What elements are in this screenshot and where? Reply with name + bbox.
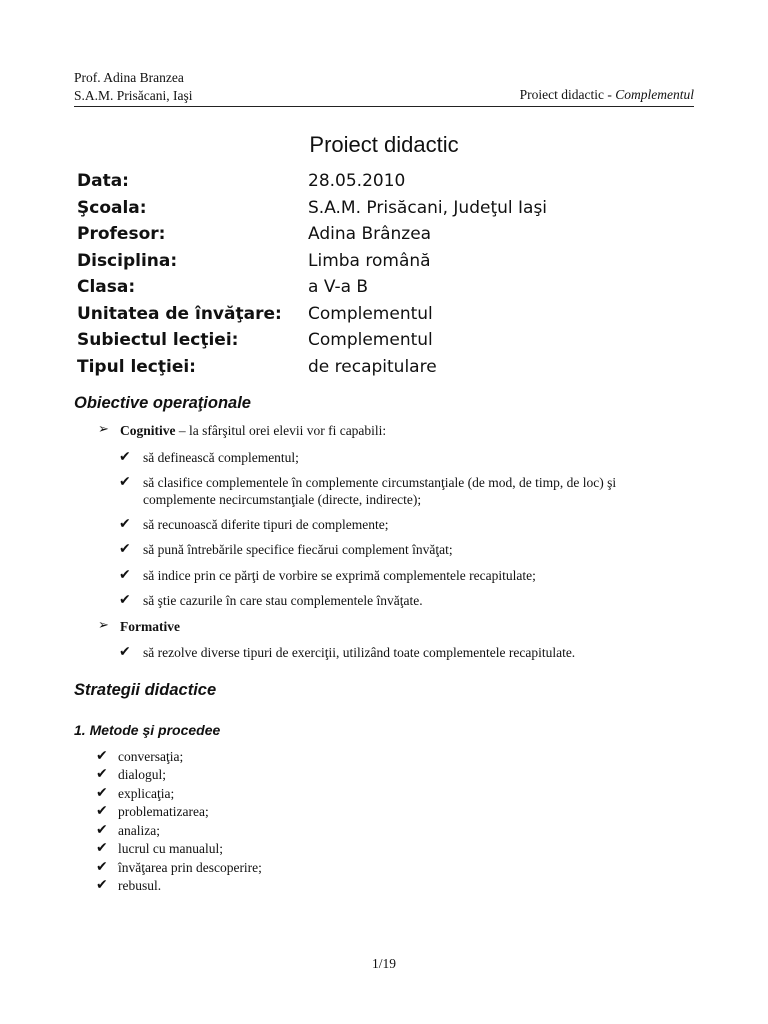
info-label: Profesor: <box>77 224 166 244</box>
info-row <box>77 248 547 275</box>
info-label: Tipul lecţiei: <box>77 356 196 377</box>
objectives-heading: Obiective operaţionale <box>74 394 251 412</box>
list-item: să pună întrebările specifice fiecărui complement învăţat; <box>143 542 453 557</box>
info-row <box>77 274 547 301</box>
arrow-bullet-icon: ➢ <box>98 422 109 437</box>
header-doc-topic: Complementul <box>615 87 694 102</box>
info-row <box>77 221 547 248</box>
formative-intro <box>120 618 180 635</box>
page-number: 1/19 <box>371 956 396 971</box>
checkmark-bullet-icon: ✔ <box>96 859 108 875</box>
list-item: dialogul; <box>118 767 166 782</box>
list-item: analiza; <box>118 823 160 838</box>
info-row <box>77 327 547 354</box>
info-value: Limba română <box>308 250 431 271</box>
list-item-continuation: complemente necircumstanţiale (directe, indirecte); <box>143 492 422 507</box>
info-value: S.A.M. Prisăcani, Judeţul Iaşi <box>308 197 548 218</box>
cognitive-label: Cognitive <box>120 423 176 438</box>
info-row <box>77 195 547 222</box>
list-item: problematizarea; <box>118 804 209 819</box>
header-school: S.A.M. Prisăcani, Iaşi <box>74 88 193 103</box>
cognitive-intro <box>120 422 386 439</box>
checkmark-bullet-icon: ✔ <box>119 644 131 660</box>
list-item: să indice prin ce părţi de vorbire se exprimă complementele recapitulate; <box>143 568 536 583</box>
checkmark-bullet-icon: ✔ <box>96 877 108 893</box>
info-label: Disciplina: <box>77 250 178 271</box>
info-label: Data: <box>77 171 129 191</box>
info-label: Subiectul lecţiei: <box>77 330 239 350</box>
list-item: să ştie cazurile în care stau complementele învăţate. <box>143 593 423 608</box>
checkmark-bullet-icon: ✔ <box>96 822 108 838</box>
header-rule <box>74 106 694 107</box>
checkmark-bullet-icon: ✔ <box>119 541 131 557</box>
list-item: să definească complementul; <box>143 450 299 465</box>
checkmark-bullet-icon: ✔ <box>119 474 131 490</box>
checkmark-bullet-icon: ✔ <box>96 766 108 782</box>
info-row <box>77 301 547 328</box>
checkmark-bullet-icon: ✔ <box>96 803 108 819</box>
info-value: a V-a B <box>308 277 369 297</box>
checkmark-bullet-icon: ✔ <box>119 516 131 532</box>
list-item: lucrul cu manualul; <box>118 841 223 856</box>
list-item: să recunoască diferite tipuri de complemente; <box>143 517 389 532</box>
info-row <box>77 168 547 195</box>
cognitive-intro-text: – la sfârşitul orei elevii vor fi capabili: <box>175 423 387 438</box>
header-document-title <box>520 87 694 103</box>
arrow-bullet-icon: ➢ <box>98 618 109 633</box>
checkmark-bullet-icon: ✔ <box>119 567 131 583</box>
lesson-info <box>77 168 547 380</box>
info-value: Adina Brânzea <box>308 224 432 244</box>
header-author: Prof. Adina Branzea <box>74 70 184 85</box>
list-item: rebusul. <box>118 878 162 893</box>
page-title: Proiect didactic <box>309 132 459 157</box>
info-value: Complementul <box>308 303 433 324</box>
checkmark-bullet-icon: ✔ <box>96 748 108 764</box>
header-doc-prefix: Proiect didactic - <box>519 87 616 102</box>
info-label: Unitatea de învăţare: <box>77 303 282 324</box>
page-header <box>74 69 694 105</box>
info-value: Complementul <box>308 330 433 350</box>
list-item: conversaţia; <box>118 749 184 764</box>
info-label: Şcoala: <box>77 197 147 218</box>
list-item: să rezolve diverse tipuri de exerciţii, utilizând toate complementele recapitulate. <box>143 645 576 660</box>
formative-label: Formative <box>120 619 180 634</box>
list-item: să clasifice complementele în complemente circumstanţiale (de mod, de timp, de loc) şi <box>143 475 617 490</box>
strategies-heading: Strategii didactice <box>74 681 217 699</box>
checkmark-bullet-icon: ✔ <box>119 592 131 608</box>
checkmark-bullet-icon: ✔ <box>96 840 108 856</box>
info-row <box>77 354 547 381</box>
info-value: 28.05.2010 <box>308 171 406 191</box>
list-item: învăţarea prin descoperire; <box>118 860 262 875</box>
checkmark-bullet-icon: ✔ <box>96 785 108 801</box>
info-label: Clasa: <box>77 277 136 297</box>
info-value: de recapitulare <box>308 356 437 377</box>
checkmark-bullet-icon: ✔ <box>119 449 131 465</box>
methods-heading: 1. Metode şi procedee <box>74 722 221 738</box>
list-item: explicaţia; <box>118 786 175 801</box>
